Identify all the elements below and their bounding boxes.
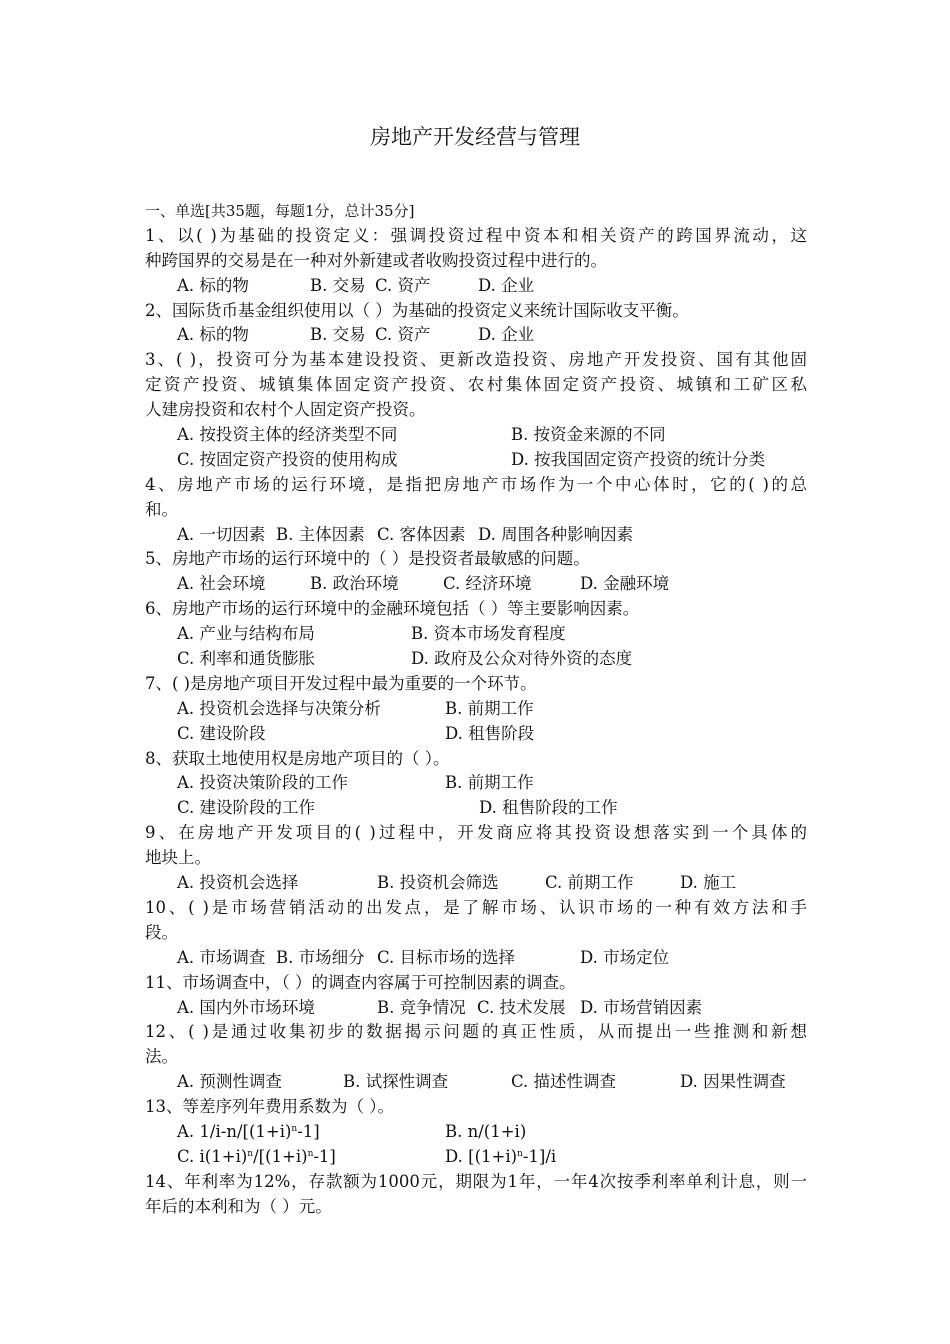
option-a-text: A. 1/i-n/[(1+i)	[177, 1121, 292, 1141]
question-10-line-2: 段。	[145, 922, 178, 942]
question-3-options-row-2	[145, 448, 807, 473]
question-11-options	[145, 996, 807, 1021]
question-10-options	[145, 946, 807, 971]
option-b: B. 政治环境	[310, 574, 399, 594]
option-a: A. 投资决策阶段的工作	[177, 773, 348, 793]
option-b: B. 按资金来源的不同	[511, 425, 666, 445]
option-c: C. 按固定资产投资的使用构成	[177, 449, 398, 469]
question-13-options-row-1	[145, 1120, 807, 1145]
question-13-options-row-2	[145, 1145, 807, 1170]
question-8-line-1: 8、获取土地使用权是房地产项目的（ ）。	[145, 748, 450, 768]
question-14-line-1: 14、年利率为12%，存款额为1000元，期限为1年，一年4次按季利率单利计息，则一	[145, 1171, 807, 1191]
option-a: A. 社会环境	[177, 574, 266, 594]
option-c-mid: /[(1+i)	[253, 1146, 308, 1166]
question-14-line-2: 年后的本利和为（ ）元。	[145, 1196, 332, 1216]
option-b: B. 主体因素	[276, 524, 365, 544]
option-d	[445, 1145, 556, 1170]
option-d: D. 企业	[478, 275, 535, 295]
option-b: B. 市场细分	[276, 947, 365, 967]
question-9-line-2: 地块上。	[145, 848, 211, 868]
page-title: 房地产开发经营与管理	[370, 125, 580, 149]
option-b: B. 前期工作	[445, 773, 534, 793]
option-c-end: -1]	[313, 1146, 336, 1166]
option-c: C. 建设阶段	[177, 723, 266, 743]
option-d: D. 金融环境	[580, 574, 670, 594]
question-1-line-2: 种跨国界的交易是在一种对外新建或者收购投资过程中进行的。	[145, 250, 607, 270]
option-a: A. 投资机会选择与决策分析	[177, 698, 381, 718]
question-4-line-2: 和。	[145, 499, 178, 519]
exam-content	[145, 199, 807, 1220]
option-d: D. 市场定位	[580, 947, 670, 967]
option-a: A. 市场调查	[177, 947, 266, 967]
option-c: C. 资产	[375, 325, 431, 345]
option-c: C. 经济环境	[443, 574, 532, 594]
option-a: A. 按投资主体的经济类型不同	[177, 425, 398, 445]
question-13-line-1: 13、等差序列年费用系数为（ ）。	[145, 1097, 394, 1117]
option-c: C. 资产	[375, 275, 431, 295]
option-c-text: C. i(1+i)	[177, 1146, 248, 1166]
option-d: D. 企业	[478, 325, 535, 345]
option-a: A. 一切因素	[177, 524, 266, 544]
question-7-line-1: 7、( )是房地产项目开发过程中最为重要的一个环节。	[145, 673, 537, 693]
option-a: A. 投资机会选择	[177, 873, 299, 893]
option-b: B. 投资机会筛选	[377, 873, 499, 893]
option-d: D. 租售阶段	[445, 723, 535, 743]
option-a	[177, 1120, 320, 1145]
option-a: A. 国内外市场环境	[177, 997, 315, 1017]
question-3-line-3: 人建房投资和农村个人固定资产投资。	[145, 400, 426, 420]
question-12-line-1: 12、( )是通过收集初步的数据揭示问题的真正性质，从而提出一些推测和新想	[145, 1022, 807, 1042]
option-d: D. 市场营销因素	[580, 997, 703, 1017]
question-7-options-row-1	[145, 697, 807, 722]
question-5-options	[145, 572, 807, 597]
question-1-line-1: 1、以( )为基础的投资定义：强调投资过程中资本和相关资产的跨国界流动，这	[145, 225, 807, 245]
question-2-line-1: 2、国际货币基金组织使用以（ ）为基础的投资定义来统计国际收支平衡。	[145, 300, 689, 320]
option-d: D. 按我国固定资产投资的统计分类	[511, 449, 766, 469]
question-2-options	[145, 323, 807, 348]
option-c	[177, 1145, 336, 1170]
option-c: C. 描述性调查	[511, 1072, 617, 1092]
question-9-options	[145, 871, 807, 896]
option-a: A. 标的物	[177, 275, 249, 295]
option-b: B. 试探性调查	[343, 1072, 449, 1092]
question-9-line-1: 9、在房地产开发项目的( )过程中，开发商应将其投资设想落实到一个具体的	[145, 823, 807, 843]
option-c: C. 目标市场的选择	[377, 947, 516, 967]
question-5-line-1: 5、房地产市场的运行环境中的（ ）是投资者最敏感的问题。	[145, 549, 590, 569]
question-3-line-2: 定资产投资、城镇集体固定资产投资、农村集体固定资产投资、城镇和工矿区私	[145, 375, 807, 395]
option-d: D. 租售阶段的工作	[479, 798, 618, 818]
option-c: C. 建设阶段的工作	[177, 798, 316, 818]
option-d: D. 周围各种影响因素	[478, 524, 634, 544]
question-10-line-1: 10、( )是市场营销活动的出发点，是了解市场、认识市场的一种有效方法和手	[145, 897, 807, 917]
option-c: C. 客体因素	[377, 524, 466, 544]
option-d: D. 因果性调查	[680, 1072, 786, 1092]
option-a: A. 产业与结构布局	[177, 624, 315, 644]
option-d: D. 政府及公众对待外资的态度	[411, 649, 633, 669]
question-12-options	[145, 1070, 807, 1095]
option-b: B. 交易	[310, 325, 366, 345]
option-c: C. 技术发展	[477, 997, 566, 1017]
option-d-end: -1]/i	[522, 1146, 557, 1166]
option-c: C. 前期工作	[545, 873, 634, 893]
section-heading: 一、单选[共35题，每题1分，总计35分]	[145, 202, 415, 220]
question-7-options-row-2	[145, 722, 807, 747]
question-3-options-row-1	[145, 423, 807, 448]
question-6-options-row-1	[145, 622, 807, 647]
option-d-text: D. [(1+i)	[445, 1146, 518, 1166]
option-a-end: -1]	[297, 1121, 320, 1141]
exponent: n	[291, 1123, 298, 1134]
question-6-options-row-2	[145, 647, 807, 672]
question-3-line-1: 3、( )，投资可分为基本建设投资、更新改造投资、房地产开发投资、国有其他固	[145, 350, 807, 370]
option-b: B. 交易	[310, 275, 366, 295]
option-b: B. 资本市场发育程度	[411, 624, 566, 644]
option-b: B. n/(1+i)	[445, 1121, 527, 1141]
exponent: n	[517, 1148, 523, 1159]
question-1-options	[145, 274, 807, 299]
option-a: A. 预测性调查	[177, 1072, 282, 1092]
question-4-line-1: 4、房地产市场的运行环境，是指把房地产市场作为一个中心体时，它的( )的总	[145, 474, 807, 494]
option-b: B. 竞争情况	[377, 997, 466, 1017]
option-a: A. 标的物	[177, 325, 249, 345]
question-11-line-1: 11、市场调查中，（ ）的调查内容属于可控制因素的调查。	[145, 972, 576, 992]
option-b: B. 前期工作	[445, 698, 534, 718]
question-4-options	[145, 523, 807, 548]
option-c: C. 利率和通货膨胀	[177, 649, 316, 669]
question-8-options-row-2	[145, 796, 807, 821]
question-12-line-2: 法。	[145, 1047, 178, 1067]
exponent: n	[247, 1148, 254, 1159]
question-6-line-1: 6、房地产市场的运行环境中的金融环境包括（ ）等主要影响因素。	[145, 599, 640, 619]
question-8-options-row-1	[145, 771, 807, 796]
exponent: n	[307, 1148, 314, 1159]
option-d: D. 施工	[680, 873, 737, 893]
